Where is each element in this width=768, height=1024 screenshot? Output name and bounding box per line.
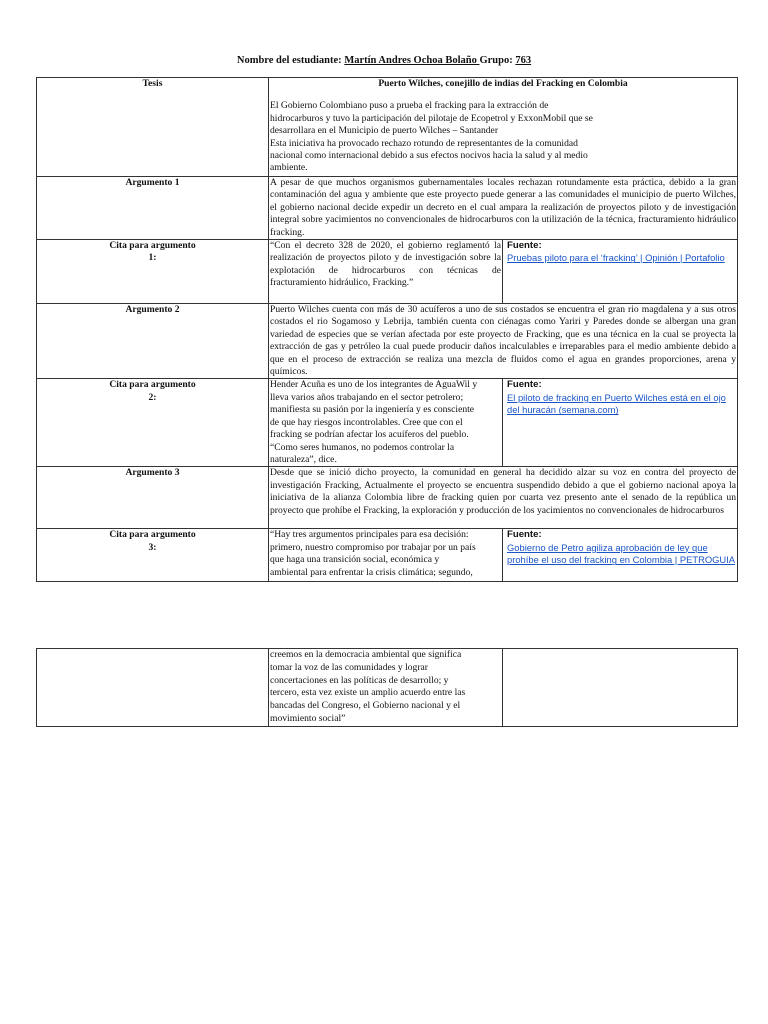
fuente-label: Fuente: <box>507 240 542 252</box>
tesis-title: Puerto Wilches, conejillo de indias del Fracking en Colombia <box>378 78 628 89</box>
cita2-row <box>37 379 738 467</box>
cita1-label-line2: 1: <box>148 252 157 264</box>
tesis-label: Tesis <box>37 78 269 177</box>
cita1-label <box>37 240 269 304</box>
cita1-row <box>37 240 738 304</box>
continuation-table <box>36 648 738 727</box>
fuente-label: Fuente: <box>507 529 542 541</box>
continuation-empty-source <box>503 649 738 727</box>
cita2-line: “Como seres humanos, no podemos controlar la <box>270 441 455 453</box>
tesis-row <box>37 78 738 177</box>
continuation-line: tercero, esta vez existe un amplio acuerdo entre las <box>270 687 466 699</box>
student-header <box>0 55 768 66</box>
cita3-label <box>37 529 269 582</box>
cita2-line: lleva varios años trabajando en el sector petrolero; <box>270 391 464 403</box>
cita2-line: de que hay riesgos incontrolables. Cree que con el <box>270 416 463 428</box>
cita3-source-link[interactable]: Gobierno de Petro agiliza aprobación de ley que prohíbe el uso del fracking en Colombia | PETROGUIA <box>507 541 736 566</box>
cita2-label-line1: Cita para argumento <box>109 379 196 391</box>
cita2-label <box>37 379 269 467</box>
cita2-source <box>503 379 738 467</box>
cita3-label-line2: 3: <box>148 541 157 553</box>
cita2-line: Hender Acuña es uno de los integrantes de AguaWil y <box>270 379 478 391</box>
grupo-label: Grupo: <box>479 55 516 66</box>
tesis-line: hidrocarburos y tuvo la participación del pilotaje de Ecopetrol y ExxonMobil que se <box>270 112 593 124</box>
grupo-value: 763 <box>515 55 532 66</box>
cita3-quote <box>269 529 503 582</box>
cita2-label-line2: 2: <box>148 391 157 403</box>
argumento3-label: Argumento 3 <box>37 467 269 529</box>
continuation-line: movimiento social” <box>270 712 346 724</box>
cita3-row <box>37 529 738 582</box>
continuation-line: concertaciones en las políticas de desarrollo; y <box>270 674 449 686</box>
cita1-source-link[interactable]: Pruebas piloto para el ‘fracking’ | Opinión | Portafolio <box>507 252 725 264</box>
tesis-line: Esta iniciativa ha provocado rechazo rotundo de representantes de la comunidad <box>270 137 578 149</box>
argument-table <box>36 77 738 582</box>
cita3-line: que haga una transición social, económica y <box>270 554 440 566</box>
continuation-row <box>37 649 738 727</box>
student-name: Martín Andres Ochoa Bolaño <box>344 55 480 66</box>
continuation-quote <box>269 649 503 727</box>
argumento1-text: A pesar de que muchos organismos gubernamentales locales rechazan rotundamente esta práctica, debido a la gran contaminación del agua y ambiente que este proyecto puede generar a las comunidades el municipio de puerto Wilches, el gobierno nacional decide expedir un decreto en el cual ampara la realización de proyectos piloto y de investigación integral sobre yacimientos no convencionales de hidrocarburos con la utilización de la técnica, fracturamiento hidráulico fracking. <box>270 177 736 238</box>
cita1-quote: “Con el decreto 328 de 2020, el gobierno reglamentó la realización de proyectos piloto y de investigación sobre la explotación de hidrocarburos con técnicas de fracturamiento hidráulico, Fracking.” <box>269 240 503 304</box>
argumento3-text: Desde que se inició dicho proyecto, la comunidad en general ha decidido alzar su voz en contra del proyecto de investigación Fracking, Actualmente el proyecto se encuentra suspendido debido a que el gobierno nacional apoya la iniciativa de la alianza Colombia libre de fracking quien por cuarta vez presento ante el senado de la república un proyecto que prohíbe el Fracking, la exploración y producción de los yacimientos no convencionales de hidrocarburos <box>269 467 738 529</box>
cita2-line: fracking se podrían afectar los acuíferos del pueblo. <box>270 429 469 441</box>
cita2-quote <box>269 379 503 467</box>
argumento2-text: Puerto Wilches cuenta con más de 30 acuíferos a uno de sus costados se encuentra el gran rio magdalena y a sus otros costados el rio Sogamoso y Lebrija, también cuenta con ciénagas como Yariri y Paredes donde se albergan una gran variedad de especies que se verían afectada por este proyecto de Fracking, que es una técnica en la cual se proyecta la extracción de gas y petróleo la cual puede producir daños incalculables e irreparables para el medio ambiente debido a que en el proceso de extracción se realiza una mezcla de fluidos como el agua en grandes proporciones, arena y químicos. <box>270 304 736 378</box>
cita2-line: manifiesta su pasión por la ingeniería y es consciente <box>270 404 475 416</box>
argumento2-row <box>37 304 738 379</box>
cita2-line: naturaleza”, dice. <box>270 453 337 465</box>
fuente-label: Fuente: <box>507 379 542 391</box>
cita3-label-line1: Cita para argumento <box>109 529 196 541</box>
continuation-line: bancadas del Congreso, el Gobierno nacional y el <box>270 700 461 712</box>
cita3-line: ambiental para enfrentar la crisis climática; segundo, <box>270 566 473 578</box>
tesis-line: ambiente. <box>270 162 308 174</box>
cita2-source-link[interactable]: El piloto de fracking en Puerto Wilches está en el ojo del huracán (semana.com) <box>507 391 726 416</box>
argumento1-label: Argumento 1 <box>37 177 269 240</box>
student-label: Nombre del estudiante: <box>236 55 345 66</box>
continuation-line: creemos en la democracia ambiental que significa <box>270 649 462 660</box>
cita3-line: “Hay tres argumentos principales para esa decisión: <box>270 529 469 541</box>
tesis-line: desarrollara en el Municipio de puerto Wilches – Santander <box>270 125 499 137</box>
argumento1-row <box>37 177 738 240</box>
argumento2-label: Argumento 2 <box>37 304 269 379</box>
tesis-line: nacional como internacional debido a sus efectos nocivos hacia la salud y al medio <box>270 150 588 162</box>
cita3-source <box>503 529 738 582</box>
continuation-line: tomar la voz de las comunidades y lograr <box>270 661 428 673</box>
cita3-line: primero, nuestro compromiso por trabajar por un país <box>270 541 476 553</box>
cita1-label-line1: Cita para argumento <box>109 240 196 252</box>
argumento3-row <box>37 467 738 529</box>
tesis-line: El Gobierno Colombiano puso a prueba el fracking para la extracción de <box>270 100 549 112</box>
cita1-source <box>503 240 738 304</box>
tesis-content <box>269 78 738 177</box>
continuation-empty-cell <box>37 649 269 727</box>
